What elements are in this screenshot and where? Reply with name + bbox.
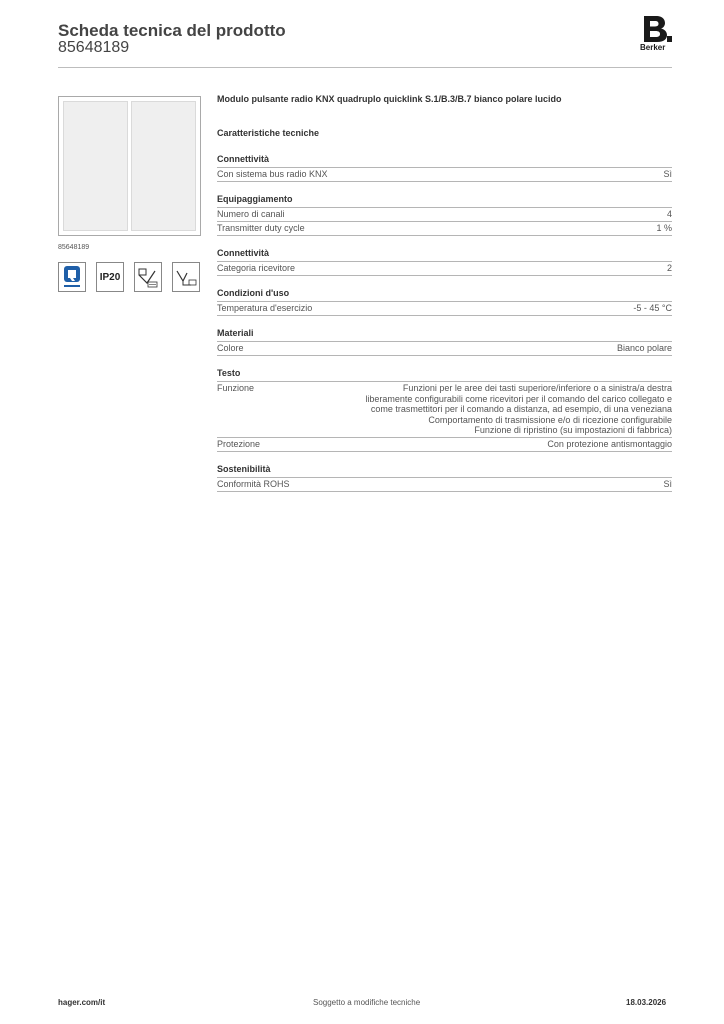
spec-row [217, 342, 672, 356]
spec-value: Con protezione antismontaggio [547, 438, 672, 449]
spec-row [217, 382, 672, 438]
section-connectivity-2 [217, 248, 672, 276]
spec-row [217, 208, 672, 222]
spec-value: Bianco polare [616, 343, 672, 353]
section-title: Connettività [217, 154, 672, 168]
footer-website: hager.com/it [58, 998, 106, 1007]
function-line: liberamente configurabili come ricevitori per il comando del carico collegato e [365, 393, 672, 404]
spec-row [217, 222, 672, 236]
section-title: Condizioni d'uso [217, 288, 672, 302]
spec-label: Temperatura d'esercizio [217, 303, 313, 313]
section-title: Sostenibilità [217, 464, 672, 478]
wall-install-icon [134, 262, 162, 292]
spec-value: 2 [666, 263, 672, 273]
function-line: come trasmettitori per il comando a distanza, ad esempio, di una veneziana [370, 404, 672, 415]
footer-date: 18.03.2026 [626, 998, 667, 1007]
spec-content [217, 94, 672, 492]
spec-value: -5 - 45 °C [633, 303, 672, 313]
spec-label: Con sistema bus radio KNX [217, 169, 328, 179]
section-title: Testo [217, 368, 672, 382]
spec-value: Sì [663, 169, 672, 179]
section-text [217, 368, 672, 452]
spec-label: Protezione [217, 438, 261, 449]
spec-row [217, 302, 672, 316]
spec-row [217, 168, 672, 182]
tech-heading: Caratteristiche tecniche [217, 128, 320, 138]
image-caption-code: 85648189 [58, 244, 90, 251]
section-materials [217, 328, 672, 356]
section-connectivity [217, 154, 672, 182]
spec-label: Transmitter duty cycle [217, 223, 305, 233]
spec-value: 1 % [656, 223, 672, 233]
berker-wordmark: Berker [640, 43, 666, 52]
spec-label: Numero di canali [217, 209, 285, 219]
function-line: Comportamento di trasmissione e/o di ricezione configurabile [428, 414, 672, 425]
section-title: Materiali [217, 328, 672, 342]
function-line: Funzione di ripristino (su impostazioni di fabbrica) [474, 425, 672, 436]
section-title: Equipaggiamento [217, 194, 672, 208]
section-conditions [217, 288, 672, 316]
spec-row [217, 438, 672, 452]
product-code: 85648189 [58, 39, 130, 56]
berker-logo-icon [642, 16, 672, 42]
spec-label: Colore [217, 343, 244, 353]
footer-disclaimer: Soggetto a modifiche tecniche [313, 998, 421, 1007]
quicklink-icon [58, 262, 86, 292]
section-title: Connettività [217, 248, 672, 262]
spec-value: Sì [663, 478, 672, 489]
ip20-label: IP20 [99, 272, 121, 283]
product-image [58, 96, 201, 236]
rocker-left [63, 101, 128, 231]
spec-label: Categoria ricevitore [217, 263, 296, 273]
self-disposal-icon [172, 262, 200, 292]
section-sustainability [217, 464, 672, 492]
rocker-right [131, 101, 196, 231]
ip20-icon [96, 262, 124, 292]
product-name: Modulo pulsante radio KNX quadruplo quicklink S.1/B.3/B.7 bianco polare lucido [217, 94, 562, 104]
berker-logo [640, 16, 674, 54]
spec-label: Funzione [217, 383, 255, 393]
spec-label: Conformità ROHS [217, 478, 290, 489]
spec-value-multiline [254, 383, 672, 436]
spec-value: 4 [666, 209, 672, 219]
spec-row [217, 478, 672, 492]
section-equipment [217, 194, 672, 236]
page-title: Scheda tecnica del prodotto [58, 21, 286, 40]
header-divider [58, 67, 672, 68]
spec-row [217, 262, 672, 276]
function-line: Funzioni per le aree dei tasti superiore/inferiore o a sinistra/a destra [402, 383, 672, 393]
